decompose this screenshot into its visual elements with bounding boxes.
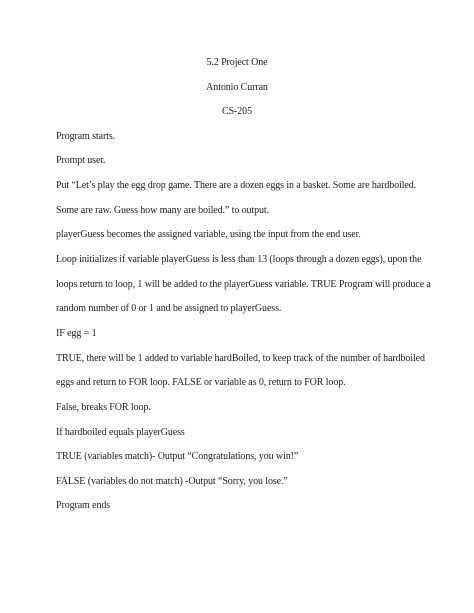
body-line: Program ends — [56, 500, 111, 511]
body-line: Put “Let’s play the egg drop game. There are a dozen eggs in a basket. Some are hardboiled. — [56, 180, 417, 191]
body-line: Loop initializes if variable playerGuess is less than 13 (loops through a dozen eggs), upon the — [56, 254, 422, 265]
body-line: Prompt user. — [56, 155, 106, 166]
body-line: TRUE (variables match)- Output “Congratulations, you win!” — [56, 451, 299, 462]
body-line: loops return to loop, 1 will be added to the playerGuess variable. TRUE Program will produce a — [56, 279, 431, 290]
body-line: playerGuess becomes the assigned variable, using the input from the end user. — [56, 229, 361, 240]
body-line: If hardboiled equals playerGuess — [56, 427, 185, 438]
course-code: CS-205 — [222, 106, 252, 117]
body-line: random number of 0 or 1 and be assigned to playerGuess. — [56, 303, 282, 314]
body-line: FALSE (variables do not match) -Output “Sorry, you lose.” — [56, 476, 288, 487]
document-title: 5.2 Project One — [206, 57, 268, 68]
body-line: TRUE, there will be 1 added to variable hardBoiled, to keep track of the number of hardboiled — [56, 353, 425, 364]
body-line: eggs and return to FOR loop. FALSE or variable as 0, return to FOR loop. — [56, 377, 346, 388]
body-line: Program starts. — [56, 131, 116, 142]
author-name: Antonio Curran — [206, 82, 268, 93]
body-line: IF egg = 1 — [56, 328, 97, 339]
body-line: False, breaks FOR loop. — [56, 402, 151, 413]
body-line: Some are raw. Guess how many are boiled.” to output. — [56, 205, 269, 216]
